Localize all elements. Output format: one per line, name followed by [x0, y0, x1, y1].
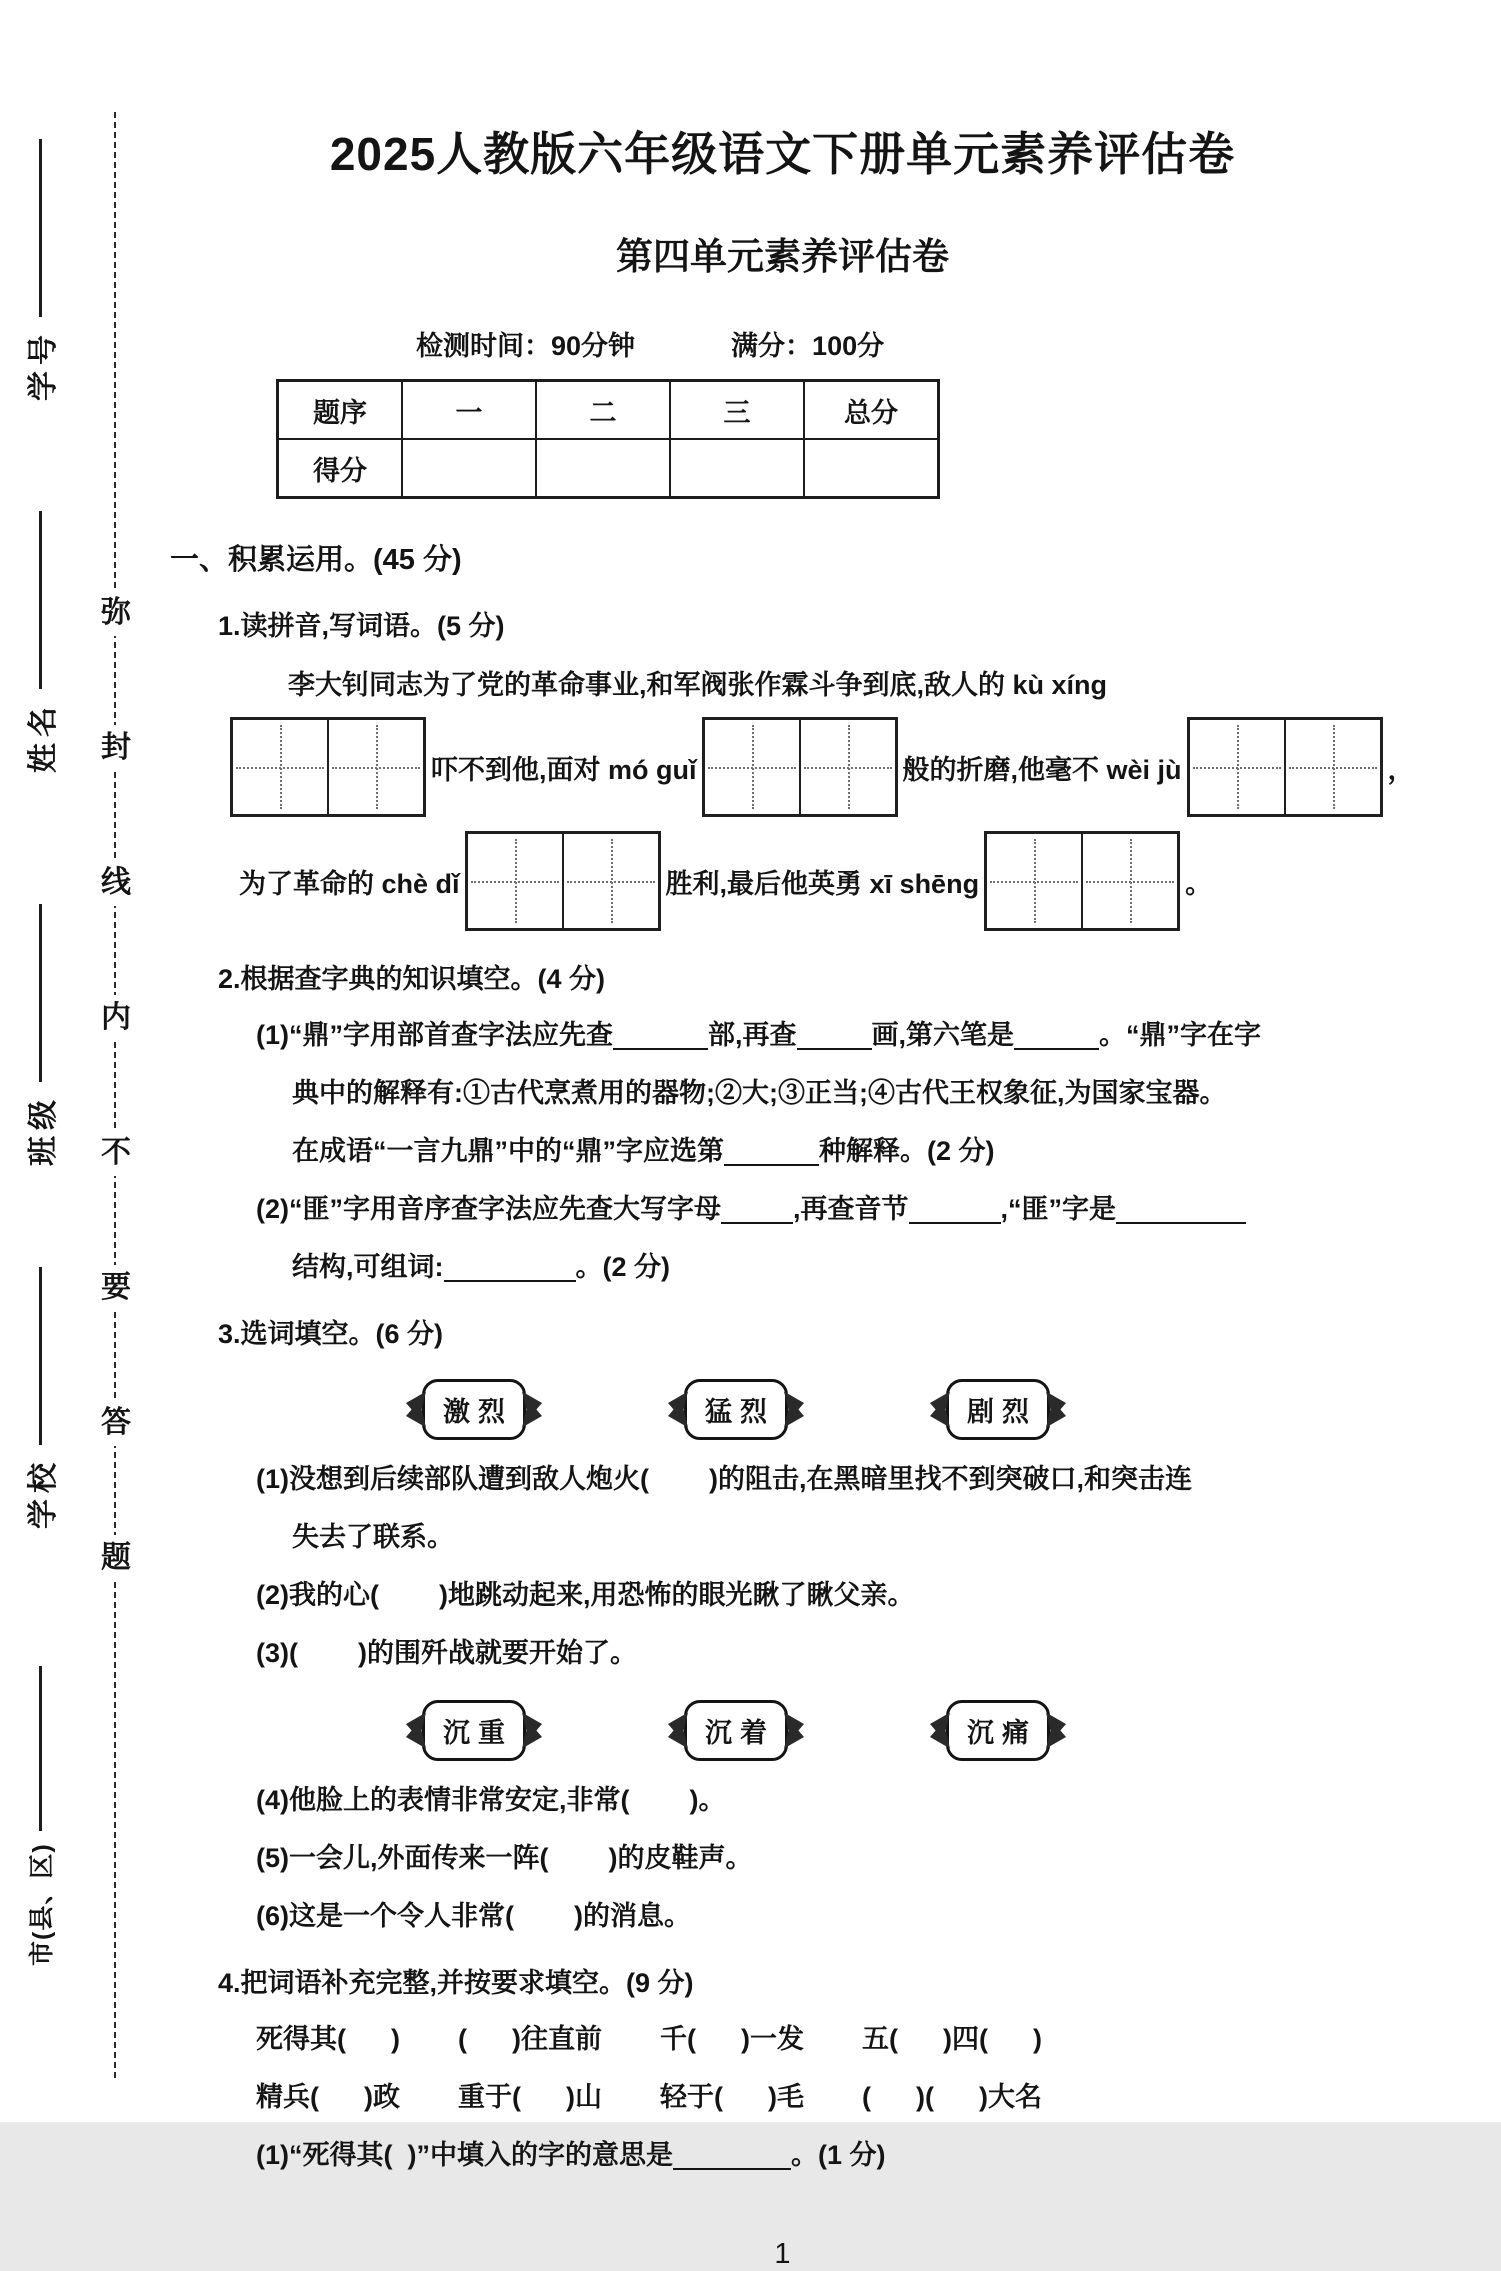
page-number: 1 [774, 2238, 791, 2270]
text-segment: 。 [1185, 868, 1213, 899]
score-table-cell [402, 439, 536, 498]
section-1-heading: 一、积累运用。(45 分) [170, 544, 462, 576]
writing-box [702, 717, 898, 817]
writing-cell [562, 834, 658, 928]
word-candy [684, 1700, 788, 1761]
blank-line [909, 1192, 1001, 1224]
seal-char: 线 [99, 860, 133, 906]
score-table-cell: 一 [402, 381, 536, 440]
blank-line [797, 1018, 872, 1050]
seal-line [101, 112, 131, 2078]
text-segment: 重于( )山 [458, 2082, 602, 2112]
question-3-item: (4)他脸上的表情非常安定,非常( )。 [256, 1785, 726, 1815]
score-table-score-row [278, 439, 939, 498]
question-3-item: (5)一会儿,外面传来一阵( )的皮鞋声。 [256, 1843, 753, 1873]
word-candy [684, 1379, 788, 1440]
text-segment: ( )往直前 [458, 2024, 602, 2054]
page-title: 2025人教版六年级语文下册单元素养评估卷 [329, 128, 1236, 180]
score-table-cell: 三 [670, 381, 804, 440]
margin-field-label: 学号 [27, 329, 60, 401]
candy-wing-icon [522, 1392, 542, 1428]
question-4-line [256, 2021, 1490, 2058]
question-4-line [256, 2137, 1490, 2174]
blank-line [39, 1267, 42, 1445]
question-4-line [256, 2079, 1490, 2116]
word-candy-label: 沉痛 [967, 1718, 1037, 1748]
text-segment: 。(1 分) [790, 2140, 886, 2170]
writing-cell [1190, 720, 1284, 814]
text-segment: 胜利,最后他英勇 xī shēng [665, 868, 980, 899]
margin-field-label: 姓名 [27, 701, 60, 773]
text-segment: ,再查音节 [793, 1194, 909, 1224]
writing-cell [1284, 720, 1380, 814]
question-1-paragraph: 李大钊同志为了党的革命事业,和军阀张作霖斗争到底,敌人的 kù xíng [288, 670, 1108, 700]
word-candy-label: 剧烈 [967, 1397, 1037, 1427]
text-segment: 在成语“一言九鼎”中的“鼎”字应选第 [292, 1136, 724, 1166]
margin-field-label: 班级 [27, 1094, 60, 1166]
question-3-item: (2)我的心( )地跳动起来,用恐怖的眼光瞅了瞅父亲。 [256, 1580, 915, 1610]
word-candy-label: 猛烈 [705, 1397, 775, 1427]
seal-char: 题 [99, 1535, 133, 1581]
question-2-line [292, 1133, 1490, 1170]
blank-line [444, 1250, 576, 1282]
score-table-cell: 总分 [804, 381, 939, 440]
candy-wing-icon [406, 1392, 426, 1428]
writing-cell [233, 720, 327, 814]
text-segment: 吓不到他,面对 mó guǐ [431, 754, 697, 785]
writing-box [984, 831, 1180, 931]
candy-wing-icon [784, 1392, 804, 1428]
writing-cell [1081, 834, 1177, 928]
blank-line [39, 1666, 42, 1831]
question-2-heading: 2.根据查字典的知识填空。(4 分) [218, 964, 606, 994]
candy-wing-icon [406, 1713, 426, 1749]
question-2-line [256, 1191, 1490, 1228]
exam-subtitle: 第四单元素养评估卷 [616, 236, 949, 277]
margin-field-student-id [17, 120, 63, 420]
text-segment: 种解释。(2 分) [819, 1136, 995, 1166]
margin-field-class [17, 885, 63, 1185]
margin-field-label: 市(县、区) [28, 1843, 56, 1966]
question-3-item: (6)这是一个令人非常( )的消息。 [256, 1901, 691, 1931]
question-1-heading: 1.读拼音,写词语。(5 分) [218, 611, 505, 641]
question-3-heading: 3.选词填空。(6 分) [218, 1319, 444, 1349]
score-table-cell [804, 439, 939, 498]
blank-line [1014, 1018, 1099, 1050]
word-candy-row [422, 1700, 1490, 1761]
blank-line [1116, 1192, 1246, 1224]
writing-box [1187, 717, 1383, 817]
score-table-cell: 题序 [278, 381, 403, 440]
seal-char: 封 [99, 725, 133, 771]
word-candy [422, 1379, 526, 1440]
candy-wing-icon [668, 1713, 688, 1749]
text-segment: 为了革命的 chè dǐ [239, 868, 460, 899]
writing-cell [468, 834, 562, 928]
question-3-item: (1)没想到后续部队遭到敌人炮火( )的阻击,在黑暗里找不到突破口,和突击连 [256, 1464, 1192, 1494]
text-segment: ， [1387, 754, 1415, 785]
margin-field-name [17, 492, 63, 792]
blank-line [673, 2138, 791, 2170]
text-segment: 结构,可组词: [292, 1252, 444, 1282]
score-table-cell [536, 439, 670, 498]
main-content [170, 90, 1490, 2271]
blank-line [724, 1134, 819, 1166]
blank-line [39, 511, 42, 689]
seal-char: 要 [99, 1265, 133, 1311]
writing-cell [799, 720, 895, 814]
word-candy-label: 沉着 [705, 1718, 775, 1748]
candy-wing-icon [930, 1392, 950, 1428]
question-3-item: (3)( )的围歼战就要开始了。 [256, 1638, 637, 1668]
text-segment: 画,第六笔是 [871, 1020, 1015, 1050]
exam-time-label: 检测时间：90分钟 [416, 331, 636, 361]
seal-char: 内 [99, 995, 133, 1041]
full-score-label: 满分：100分 [731, 331, 885, 361]
score-table-header-row [278, 381, 939, 440]
blank-line [39, 904, 42, 1082]
blank-line [721, 1192, 793, 1224]
question-2-line [256, 1017, 1490, 1054]
text-segment: 般的折磨,他毫不 wèi jù [902, 754, 1182, 785]
margin-field-school [17, 1248, 63, 1548]
candy-wing-icon [668, 1392, 688, 1428]
text-segment: ( )( )大名 [862, 2082, 1042, 2112]
candy-wing-icon [1046, 1392, 1066, 1428]
text-segment: ,“匪”字是 [1000, 1194, 1117, 1224]
score-table-cell: 二 [536, 381, 670, 440]
blank-line [613, 1018, 708, 1050]
question-2-line [292, 1249, 1490, 1286]
margin-field-district [17, 1666, 63, 1966]
text-segment: 死得其( ) [256, 2024, 400, 2054]
text-segment: (1)“死得其( )”中填入的字的意思是 [256, 2140, 673, 2170]
text-segment: 。(2 分) [575, 1252, 670, 1282]
word-candy [946, 1379, 1050, 1440]
pinyin-writing-line [234, 831, 1490, 931]
seal-char: 答 [99, 1400, 133, 1446]
question-2-line [292, 1075, 1490, 1112]
exam-info [416, 324, 1490, 363]
candy-wing-icon [1046, 1713, 1066, 1749]
word-candy-row [422, 1379, 1490, 1440]
candy-wing-icon [930, 1713, 950, 1749]
word-candy-label: 激烈 [443, 1397, 513, 1427]
text-segment: 精兵( )政 [256, 2082, 400, 2112]
question-3-item: 失去了联系。 [292, 1522, 454, 1552]
question-4-heading: 4.把词语补充完整,并按要求填空。(9 分) [218, 1968, 694, 1998]
text-segment: 典中的解释有:①古代烹煮用的器物;②大;③正当;④古代王权象征,为国家宝器。 [292, 1078, 1227, 1108]
margin-field-label: 学校 [27, 1457, 60, 1529]
writing-cell [987, 834, 1081, 928]
text-segment: 。“鼎”字在字 [1099, 1020, 1262, 1050]
writing-box [465, 831, 661, 931]
text-segment: 千( )一发 [660, 2024, 804, 2054]
text-segment: 轻于( )毛 [660, 2082, 804, 2112]
seal-char: 弥 [99, 590, 133, 636]
score-table-cell: 得分 [278, 439, 403, 498]
text-segment: 部,再查 [708, 1020, 797, 1050]
writing-cell [327, 720, 423, 814]
score-table-cell [670, 439, 804, 498]
writing-cell [705, 720, 799, 814]
word-candy [946, 1700, 1050, 1761]
blank-line [39, 139, 42, 317]
score-table [276, 379, 940, 499]
text-segment: (2)“匪”字用音序查字法应先查大写字母 [256, 1194, 721, 1224]
candy-wing-icon [522, 1713, 542, 1749]
candy-wing-icon [784, 1713, 804, 1749]
seal-char: 不 [99, 1130, 133, 1176]
text-segment: (1)“鼎”字用部首查字法应先查 [256, 1020, 613, 1050]
word-candy [422, 1700, 526, 1761]
pinyin-writing-line [230, 717, 1490, 817]
word-candy-label: 沉重 [443, 1718, 513, 1748]
writing-box [230, 717, 426, 817]
text-segment: 五( )四( ) [862, 2024, 1042, 2054]
